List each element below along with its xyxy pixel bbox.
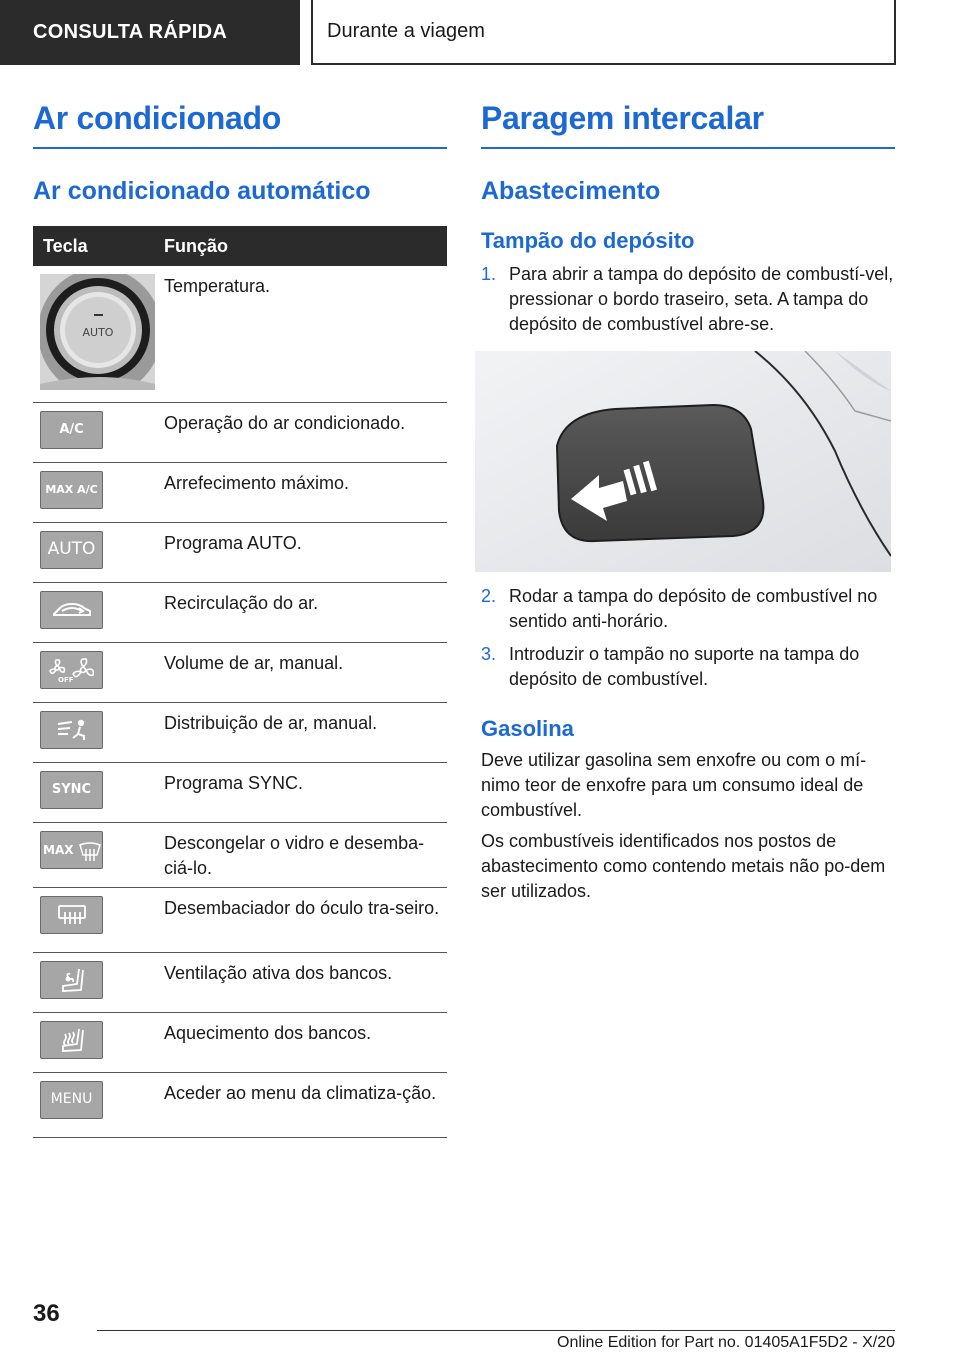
table-cell-function: Programa SYNC. (155, 762, 447, 822)
table-cell-function: Arrefecimento máximo. (155, 462, 447, 522)
table-cell-function: Distribuição de ar, manual. (155, 702, 447, 762)
step-text: Introduzir o tampão no suporte na tampa do depósito de combustível. (509, 644, 860, 689)
table-cell-function: Temperatura. (155, 266, 447, 402)
table-cell-function: Recirculação do ar. (155, 582, 447, 642)
list-item (481, 642, 895, 692)
air-distribution-icon (40, 711, 103, 749)
table-row (33, 1012, 447, 1072)
subtitle-ar-automatico: Ar condicionado automático (33, 177, 371, 205)
table-row (33, 642, 447, 702)
svg-text:OFF: OFF (57, 675, 74, 683)
table-cell-function: Descongelar o vidro e desemba-ciá-lo. (155, 822, 447, 887)
section-title-ar-condicionado: Ar condicionado (33, 100, 447, 149)
footer-edition: Online Edition for Part no. 01405A1F5D2 - X/20 (557, 1334, 895, 1351)
table-cell-key (33, 266, 155, 402)
table-row (33, 582, 447, 642)
max-defrost-icon (40, 831, 103, 869)
temperature-knob-image (40, 274, 155, 390)
table-cell-key (33, 462, 155, 522)
knob-auto-label: AUTO (82, 326, 114, 339)
subtitle-abastecimento: Abastecimento (481, 177, 661, 205)
header-section-label: CONSULTA RÁPIDA (33, 21, 228, 43)
auto-button-icon: AUTO (40, 531, 103, 569)
seat-heating-icon (40, 1021, 103, 1059)
table-cell-function: Operação do ar condicionado. (155, 402, 447, 462)
table-cell-key (33, 522, 155, 582)
table-row (33, 822, 447, 887)
table-row (33, 952, 447, 1012)
table-cell-function: Desembaciador do óculo tra-seiro. (155, 887, 447, 952)
table-header-row (33, 226, 447, 266)
table-cell-function: Aceder ao menu da climatiza-ção. (155, 1072, 447, 1137)
ac-button-icon: A/C (40, 411, 103, 449)
right-column (481, 100, 895, 904)
header-section-tab (0, 0, 300, 65)
step-text: Rodar a tampa do depósito de combustível no sentido anti-horário. (509, 586, 878, 631)
sync-button-icon: SYNC (40, 771, 103, 809)
paragraph: Deve utilizar gasolina sem enxofre ou com o mí-nimo teor de enxofre para um consumo ideal de combustível. (481, 750, 867, 820)
table-row (33, 762, 447, 822)
table-row (33, 266, 447, 402)
table-cell-key (33, 702, 155, 762)
table-cell-key (33, 1012, 155, 1072)
fan-volume-icon (40, 651, 103, 689)
left-column (33, 100, 447, 1138)
heading-gasolina: Gasolina (481, 716, 574, 741)
step-number: 2. (481, 586, 497, 606)
header-chapter-tab (311, 0, 896, 65)
table-row (33, 887, 447, 952)
heading-tampao: Tampão do depósito (481, 228, 695, 253)
fuel-flap-image (475, 351, 891, 572)
table-cell-function: Volume de ar, manual. (155, 642, 447, 702)
step-number: 3. (481, 644, 497, 664)
list-item (481, 584, 895, 634)
table-cell-key (33, 1072, 155, 1137)
recirculation-icon (40, 591, 103, 629)
svg-text:MAX: MAX (42, 842, 73, 857)
seat-ventilation-icon (40, 961, 103, 999)
climate-keys-table (33, 226, 447, 1138)
footer-divider (97, 1330, 895, 1331)
table-row (33, 402, 447, 462)
table-row (33, 522, 447, 582)
page-number: 36 (33, 1300, 60, 1327)
table-cell-key (33, 952, 155, 1012)
table-cell-key (33, 642, 155, 702)
table-header-key: Tecla (33, 226, 155, 266)
step-number: 1. (481, 264, 497, 284)
paragraph: Os combustíveis identificados nos postos de abastecimento como contendo metais não po-dem ser utilizados. (481, 831, 886, 901)
table-cell-function: Programa AUTO. (155, 522, 447, 582)
table-cell-function: Aquecimento dos bancos. (155, 1012, 447, 1072)
table-cell-key (33, 822, 155, 887)
table-cell-key (33, 887, 155, 952)
table-cell-key (33, 762, 155, 822)
max-ac-button-icon: MAX A/C (40, 471, 103, 509)
table-row (33, 702, 447, 762)
table-row (33, 1072, 447, 1137)
step-text: Para abrir a tampa do depósito de combustí-vel, pressionar o bordo traseiro, seta. A tampa do depósito de combustível abre-se. (509, 264, 894, 334)
table-header-function: Função (155, 226, 447, 266)
table-cell-key (33, 582, 155, 642)
table-cell-key (33, 402, 155, 462)
header-chapter-label: Durante a viagem (327, 20, 485, 42)
table-cell-function: Ventilação ativa dos bancos. (155, 952, 447, 1012)
table-row (33, 462, 447, 522)
list-item (481, 262, 895, 337)
menu-button-icon: MENU (40, 1081, 103, 1119)
rear-defroster-icon (40, 896, 103, 934)
section-title-paragem: Paragem intercalar (481, 100, 895, 149)
